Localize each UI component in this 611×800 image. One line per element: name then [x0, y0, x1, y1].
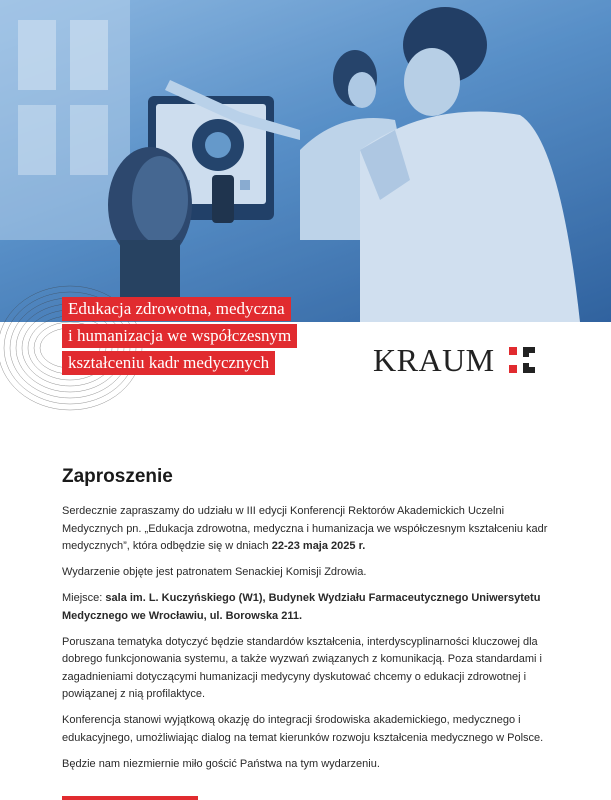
- event-dates: 22-23 maja 2025 r.: [271, 540, 366, 552]
- hero-title-line-1: Edukacja zdrowotna, medyczna: [62, 297, 291, 321]
- paragraph-location: [62, 590, 552, 625]
- location-value: sala im. L. Kuczyńskiego (W1), Budynek Wydziału Farmaceutycznego Uniwersytetu Medycznego we Wrocławiu, ul. Borowska 211.: [62, 592, 541, 622]
- intro-text: Serdecznie zapraszamy do udziału w III edycji Konferencji Rektorów Akademickich Uczelni Medycznych pn. „Edukacja zdrowotna, medyczna i humanizacja we współczesnym kształceniu kadr medycznych”, która odbędzie się w dniach: [62, 505, 548, 552]
- invitation-heading: Zaproszenie: [62, 466, 173, 487]
- accent-bar: [62, 796, 198, 800]
- paragraph-intro: [62, 503, 552, 556]
- hero-title-line-2: i humanizacja we współczesnym: [62, 324, 297, 348]
- kraum-logo: [373, 343, 535, 377]
- hero-title-line-3: kształceniu kadr medycznych: [62, 351, 275, 375]
- location-label: Miejsce:: [62, 592, 106, 604]
- invitation-body: [62, 466, 552, 782]
- kraum-bracket-logo-icon: [509, 347, 535, 373]
- paragraph-topics: Poruszana tematyka dotyczyć będzie standardów kształcenia, interdyscyplinarności kluczowej dla dobrego funkcjonowania systemu, a także wyzwań związanych z komunikacją. Poza standardami i zagadnieniami dotyczącymi humanizacji medycyny dyskutować chcemy o edukacji zdrowotnej i powiązanej z nią profilaktyce.: [62, 635, 542, 700]
- hero-title: [62, 297, 297, 378]
- paragraph-patronage: Wydarzenie objęte jest patronatem Senackiej Komisji Zdrowia.: [62, 566, 367, 578]
- logo-wordmark: KRAUM: [373, 342, 495, 378]
- paragraph-integration: Konferencja stanowi wyjątkową okazję do integracji środowiska akademickiego, medycznego i edukacyjnego, umożliwiając dialog na temat kierunków rozwoju kształcenia medycznego w Polsce.: [62, 714, 544, 744]
- paragraph-closing: Będzie nam niezmiernie miło gościć Państwa na tym wydarzeniu.: [62, 757, 380, 770]
